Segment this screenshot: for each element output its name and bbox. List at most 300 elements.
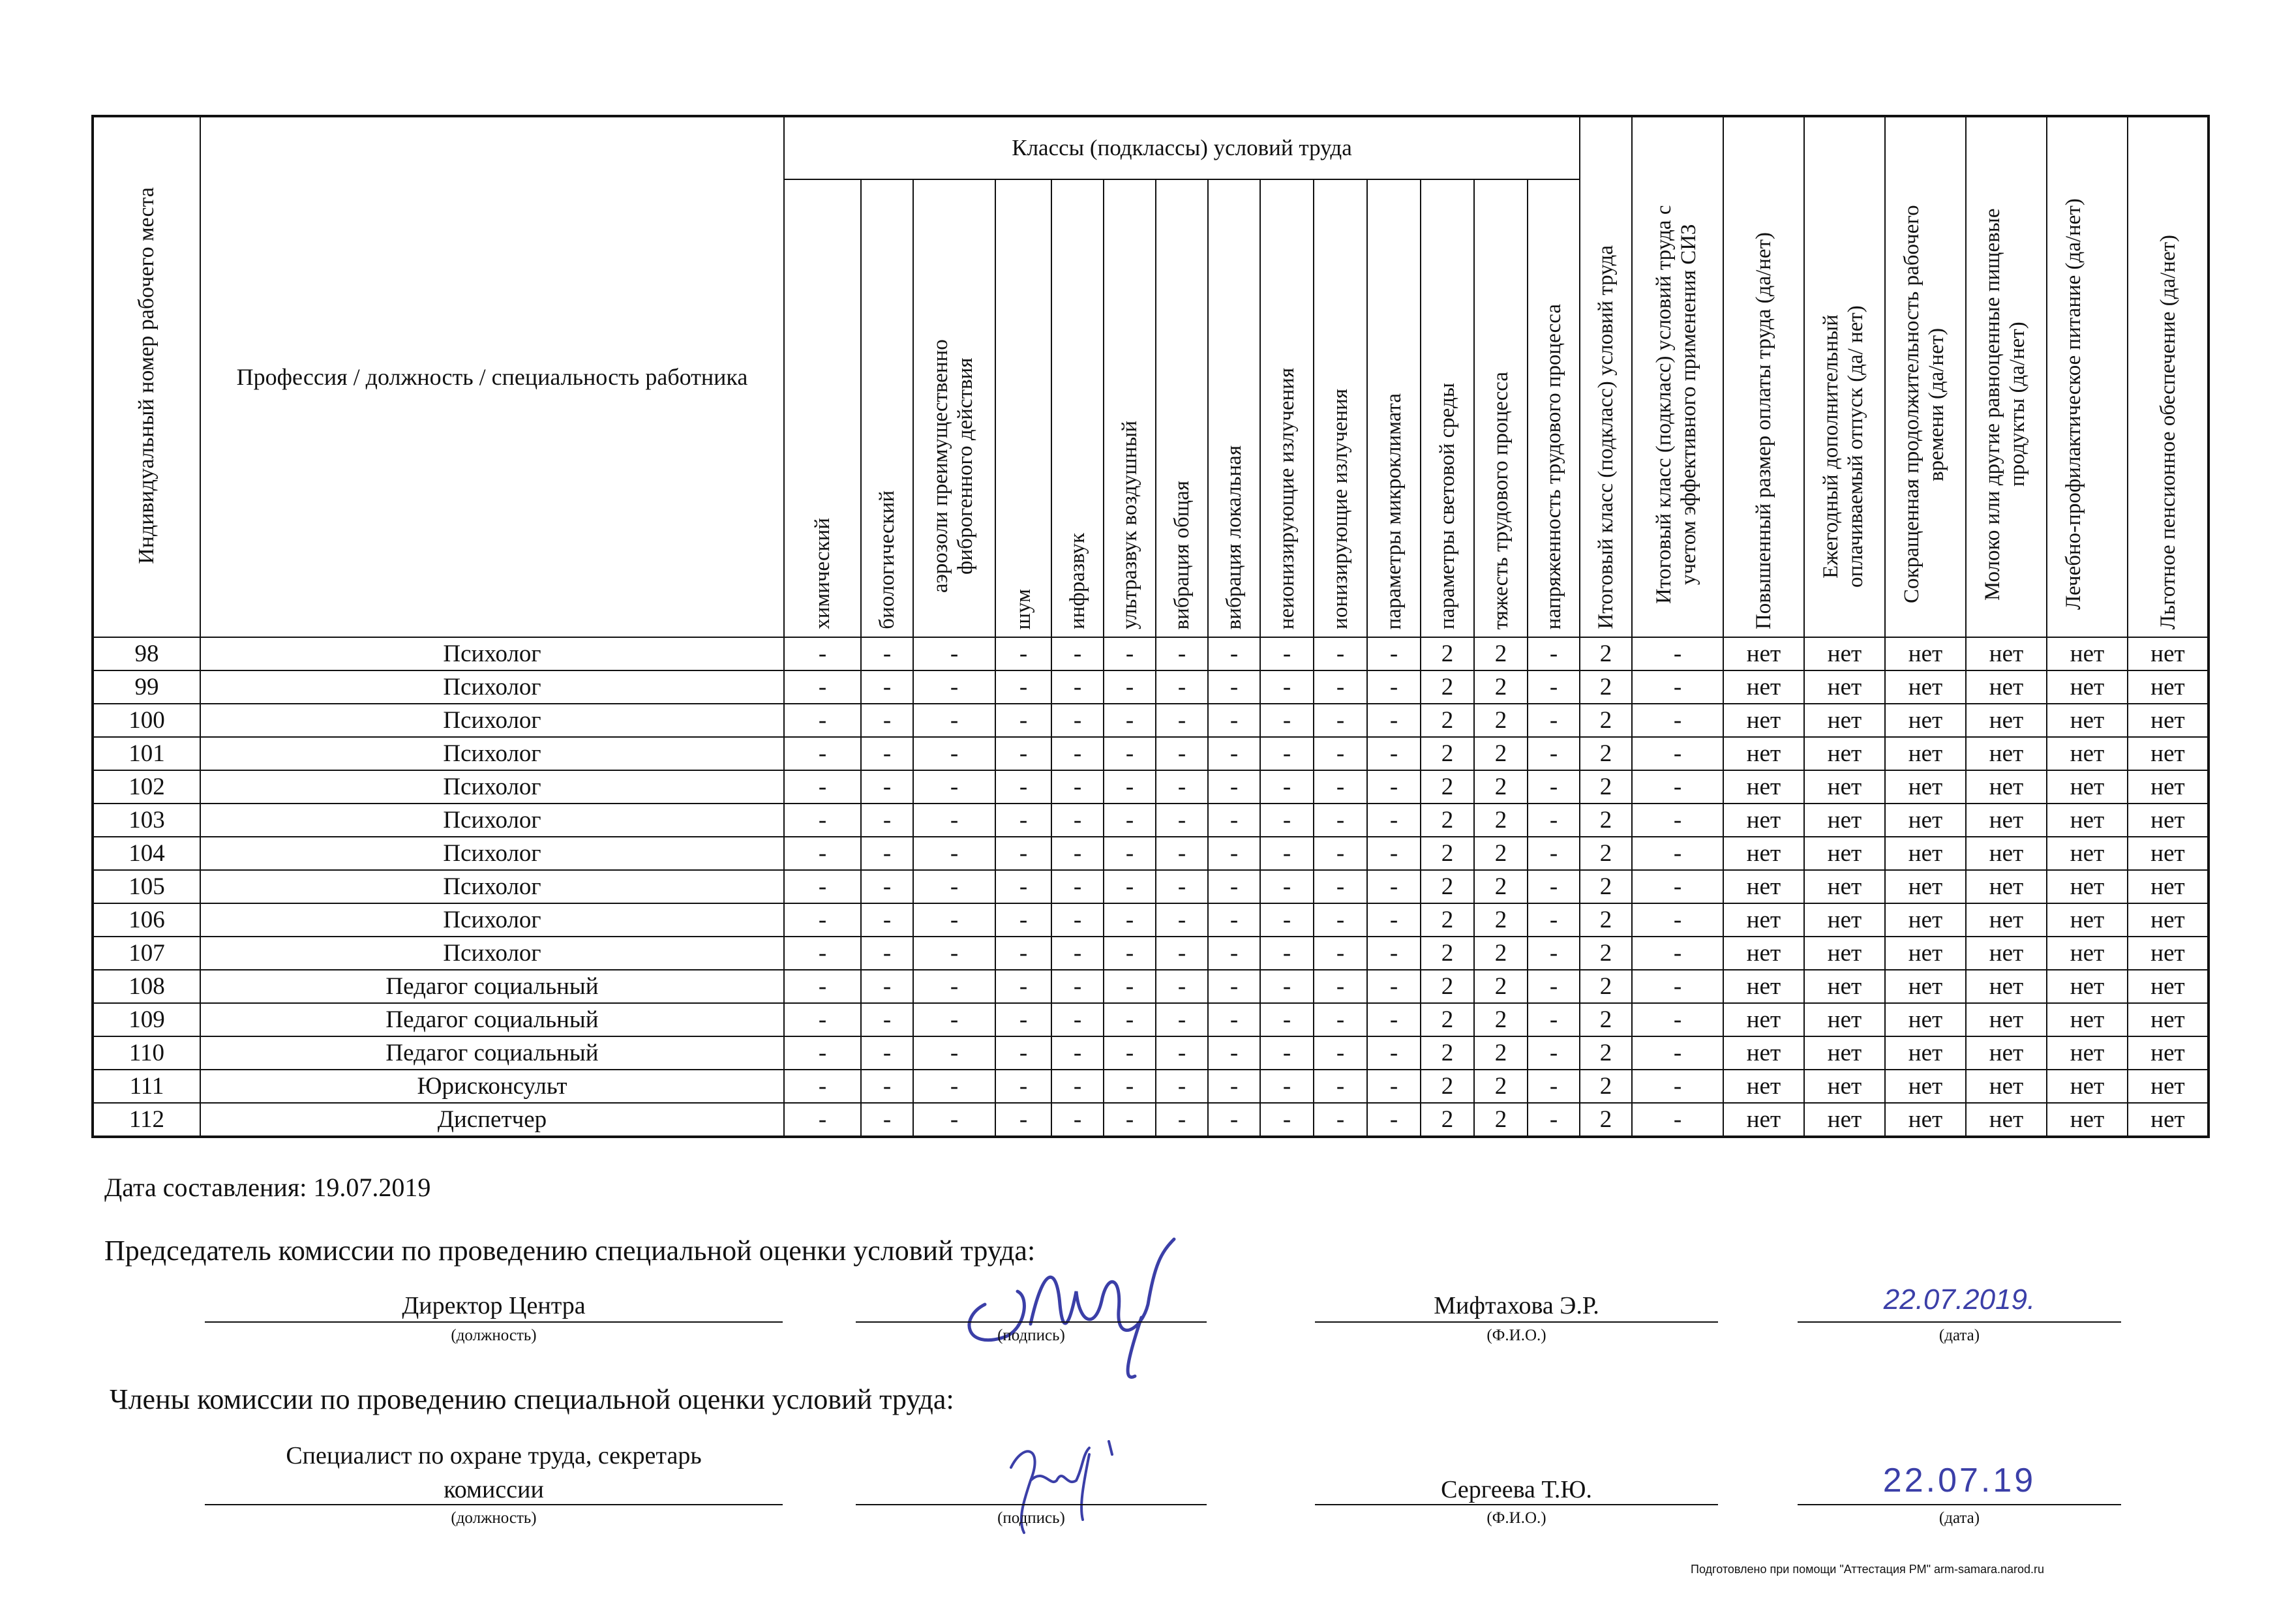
table-row [93,704,2209,737]
chair-name-line [1315,1321,1718,1323]
factor-class-cell: - [1051,837,1104,870]
factor-class-cell: - [1528,1036,1580,1070]
factor-class-cell: 2 [1421,837,1474,870]
guarantee-cell: нет [1885,870,1966,903]
final-class-cell: 2 [1580,737,1632,770]
factor-class-cell: - [913,704,995,737]
member-signature-caption: (подпись) [997,1509,1065,1527]
guarantee-cell: нет [1804,837,1885,870]
guarantee-cell: нет [2047,704,2128,737]
factor-class-cell: 2 [1474,1036,1528,1070]
guarantee-cell: нет [2128,704,2209,737]
factor-class-cell: - [1051,670,1104,704]
guarantee-cell: нет [1723,1003,1804,1036]
factor-class-cell: - [913,1003,995,1036]
guarantee-cell: нет [1885,903,1966,937]
factor-class-cell: - [1528,937,1580,970]
factor-class-cell: 2 [1421,937,1474,970]
factor-class-cell: - [995,970,1051,1003]
factor-class-cell: - [995,870,1051,903]
guarantee-cell: нет [2047,870,2128,903]
factor-class-cell: - [1314,1070,1367,1103]
factor-class-cell: - [913,804,995,837]
header-final-class: Итоговый класс (подкласс) условий труда [1580,116,1632,637]
factor-class-cell: - [1260,704,1314,737]
factor-class-cell: - [913,937,995,970]
factor-class-cell: - [1367,704,1421,737]
factor-class-cell: - [1104,970,1156,1003]
final-class-cell: 2 [1580,1103,1632,1137]
guarantee-cell: нет [1723,837,1804,870]
header-factor-4: инфразвук [1051,179,1104,637]
factor-class-cell: - [861,970,913,1003]
factor-class-cell: - [1051,870,1104,903]
factor-class-cell: - [861,870,913,903]
guarantee-cell: нет [1885,1070,1966,1103]
guarantee-cell: нет [1885,1036,1966,1070]
final-class-cell: 2 [1580,1003,1632,1036]
factor-class-cell: - [1051,1103,1104,1137]
workplace-number-cell: 107 [93,937,200,970]
factor-class-cell: - [1156,637,1208,670]
header-factor-12: тяжесть трудового процесса [1474,179,1528,637]
guarantee-cell: нет [1804,1070,1885,1103]
factor-class-cell: - [1528,770,1580,804]
factor-class-cell: - [1156,1103,1208,1137]
factor-class-cell: - [1260,637,1314,670]
profession-cell: Педагог социальный [200,970,784,1003]
factor-class-cell: - [1314,937,1367,970]
guarantee-cell: нет [1885,704,1966,737]
member-name-caption: (Ф.И.О.) [1486,1509,1546,1527]
factor-class-cell: - [861,770,913,804]
guarantee-cell: нет [1723,903,1804,937]
guarantee-cell: нет [1966,737,2047,770]
header-factor-8: неионизирующие излучения [1260,179,1314,637]
factor-class-cell: - [1104,837,1156,870]
final-class-siz-cell: - [1632,1070,1723,1103]
final-class-cell: 2 [1580,704,1632,737]
guarantee-cell: нет [1885,670,1966,704]
factor-class-cell: - [784,770,861,804]
profession-cell: Психолог [200,670,784,704]
factor-class-cell: - [1208,970,1260,1003]
factor-class-cell: 2 [1474,1070,1528,1103]
profession-cell: Психолог [200,804,784,837]
final-class-cell: 2 [1580,903,1632,937]
factor-class-cell: - [1314,670,1367,704]
workplace-number-cell: 103 [93,804,200,837]
factor-class-cell: - [784,1103,861,1137]
workplace-number-cell: 101 [93,737,200,770]
factor-class-cell: - [784,637,861,670]
factor-class-cell: - [1260,1036,1314,1070]
factor-class-cell: - [1156,1003,1208,1036]
guarantee-cell: нет [1966,870,2047,903]
guarantee-cell: нет [2047,937,2128,970]
factor-class-cell: - [1367,837,1421,870]
factor-class-cell: - [1367,670,1421,704]
factor-class-cell: - [784,1003,861,1036]
header-classes-group: Классы (подклассы) условий труда [784,116,1580,179]
factor-class-cell: - [913,837,995,870]
guarantee-cell: нет [2128,903,2209,937]
factor-class-cell: 2 [1474,1103,1528,1137]
factor-class-cell: - [1528,1003,1580,1036]
factor-class-cell: - [1208,804,1260,837]
member-date-caption: (дата) [1938,1509,1980,1527]
workplace-number-cell: 106 [93,903,200,937]
final-class-siz-cell: - [1632,637,1723,670]
factor-class-cell: - [995,704,1051,737]
factor-class-cell: - [1367,937,1421,970]
chair-heading: Председатель комиссии по проведению специальной оценки условий труда: [104,1235,1036,1267]
factor-class-cell: - [784,837,861,870]
final-class-siz-cell: - [1632,837,1723,870]
factor-class-cell: 2 [1421,637,1474,670]
factor-class-cell: - [1208,704,1260,737]
member-position-line1: Специалист по охране труда, секретарь [286,1442,702,1469]
factor-class-cell: - [861,737,913,770]
factor-class-cell: - [913,1103,995,1137]
header-extra-3: Молоко или другие равноценные пищевые продукты (да/нет) [1966,116,2047,637]
factor-class-cell: - [995,937,1051,970]
factor-class-cell: - [1528,970,1580,1003]
factor-class-cell: - [1208,937,1260,970]
final-class-siz-cell: - [1632,1003,1723,1036]
final-class-cell: 2 [1580,870,1632,903]
guarantee-cell: нет [1885,970,1966,1003]
guarantee-cell: нет [2128,804,2209,837]
factor-class-cell: - [1260,770,1314,804]
workplace-number-cell: 111 [93,1070,200,1103]
final-class-cell: 2 [1580,1036,1632,1070]
factor-class-cell: - [1528,737,1580,770]
chair-name: Мифтахова Э.Р. [1434,1292,1599,1319]
factor-class-cell: - [995,770,1051,804]
factor-class-cell: - [784,1070,861,1103]
guarantee-cell: нет [1804,937,1885,970]
guarantee-cell: нет [1804,1103,1885,1137]
member-name: Сергеева Т.Ю. [1441,1476,1592,1503]
factor-class-cell: - [1156,737,1208,770]
guarantee-cell: нет [1966,1036,2047,1070]
table-row [93,637,2209,670]
guarantee-cell: нет [1885,770,1966,804]
factor-class-cell: - [1104,637,1156,670]
profession-cell: Диспетчер [200,1103,784,1137]
guarantee-cell: нет [1966,1070,2047,1103]
factor-class-cell: - [1314,970,1367,1003]
guarantee-cell: нет [1804,1003,1885,1036]
factor-class-cell: - [1208,670,1260,704]
factor-class-cell: - [995,1036,1051,1070]
guarantee-cell: нет [1804,770,1885,804]
guarantee-cell: нет [1804,804,1885,837]
header-factor-6: вибрация общая [1156,179,1208,637]
factor-class-cell: - [1260,1003,1314,1036]
workplace-number-cell: 98 [93,637,200,670]
workplace-number-cell: 99 [93,670,200,704]
factor-class-cell: - [913,637,995,670]
factor-class-cell: - [1314,1003,1367,1036]
factor-class-cell: - [861,1103,913,1137]
header-factor-9: ионизирующие излучения [1314,179,1367,637]
factor-class-cell: 2 [1474,704,1528,737]
final-class-siz-cell: - [1632,704,1723,737]
guarantee-cell: нет [1723,1070,1804,1103]
factor-class-cell: - [1051,1070,1104,1103]
factor-class-cell: - [913,970,995,1003]
guarantee-cell: нет [1804,870,1885,903]
factor-class-cell: - [913,903,995,937]
table-row [93,770,2209,804]
final-class-cell: 2 [1580,770,1632,804]
table-row [93,737,2209,770]
final-class-siz-cell: - [1632,770,1723,804]
factor-class-cell: - [1314,804,1367,837]
table-body [93,637,2209,1137]
factor-class-cell: - [861,804,913,837]
prepared-note: Подготовлено при помощи "Аттестация РМ" arm-samara.narod.ru [1691,1563,2045,1576]
factor-class-cell: - [1260,804,1314,837]
factor-class-cell: - [995,1070,1051,1103]
factor-class-cell: 2 [1474,804,1528,837]
guarantee-cell: нет [1966,837,2047,870]
guarantee-cell: нет [1966,1103,2047,1137]
guarantee-cell: нет [2047,804,2128,837]
factor-class-cell: - [995,1103,1051,1137]
guarantee-cell: нет [1885,937,1966,970]
final-class-cell: 2 [1580,837,1632,870]
factor-class-cell: - [861,1003,913,1036]
profession-cell: Психолог [200,704,784,737]
factor-class-cell: - [1051,903,1104,937]
guarantee-cell: нет [1966,970,2047,1003]
factor-class-cell: 2 [1474,770,1528,804]
guarantee-cell: нет [1723,704,1804,737]
factor-class-cell: - [1208,737,1260,770]
factor-class-cell: 2 [1421,804,1474,837]
factor-class-cell: - [1367,737,1421,770]
factor-class-cell: - [861,637,913,670]
table-row [93,1070,2209,1103]
factor-class-cell: - [1051,770,1104,804]
factor-class-cell: - [1051,637,1104,670]
factor-class-cell: - [1260,1070,1314,1103]
factor-class-cell: - [995,670,1051,704]
guarantee-cell: нет [2047,1036,2128,1070]
factor-class-cell: - [1314,1103,1367,1137]
factor-class-cell: - [784,970,861,1003]
guarantee-cell: нет [1966,770,2047,804]
profession-cell: Педагог социальный [200,1036,784,1070]
factor-class-cell: 2 [1421,737,1474,770]
header-factor-1: биологический [861,179,913,637]
guarantee-cell: нет [1966,937,2047,970]
chair-name-caption: (Ф.И.О.) [1486,1327,1546,1344]
header-workplace-number: Индивидуальный номер рабочего места [93,116,200,637]
factor-class-cell: - [913,1070,995,1103]
guarantee-cell: нет [1804,903,1885,937]
factor-class-cell: - [1208,1036,1260,1070]
factor-class-cell: - [861,1070,913,1103]
guarantee-cell: нет [2047,970,2128,1003]
member-position-line2: комиссии [444,1476,544,1503]
factor-class-cell: - [861,903,913,937]
factor-class-cell: 2 [1474,737,1528,770]
member-position-caption: (должность) [451,1509,537,1527]
factor-class-cell: - [1104,770,1156,804]
factor-class-cell: 2 [1474,970,1528,1003]
profession-cell: Юрисконсульт [200,1070,784,1103]
final-class-siz-cell: - [1632,970,1723,1003]
factor-class-cell: - [1104,704,1156,737]
factor-class-cell: - [1156,770,1208,804]
factor-class-cell: - [1314,903,1367,937]
chair-signature [946,1226,1220,1396]
header-extra-1: Ежегодный дополнительный оплачиваемый отпуск (да/ нет) [1804,116,1885,637]
guarantee-cell: нет [1804,670,1885,704]
chair-position-caption: (должность) [451,1327,537,1344]
factor-class-cell: - [1156,670,1208,704]
factor-class-cell: - [1367,1036,1421,1070]
factor-class-cell: 2 [1421,870,1474,903]
factor-class-cell: - [1314,770,1367,804]
factor-class-cell: - [784,737,861,770]
header-factor-13: напряженность трудового процесса [1528,179,1580,637]
header-profession: Профессия / должность / специальность работника [200,116,784,637]
final-class-cell: 2 [1580,937,1632,970]
factor-class-cell: - [1260,837,1314,870]
header-extra-2: Сокращенная продолжительность рабочего времени (да/нет) [1885,116,1966,637]
guarantee-cell: нет [1885,804,1966,837]
factor-class-cell: - [1260,1103,1314,1137]
factor-class-cell: - [1528,870,1580,903]
table-row [93,804,2209,837]
factor-class-cell: - [1156,1070,1208,1103]
table-row [93,870,2209,903]
guarantee-cell: нет [2047,637,2128,670]
factor-class-cell: - [1208,1003,1260,1036]
factor-class-cell: - [1260,970,1314,1003]
factor-class-cell: - [1104,737,1156,770]
factor-class-cell: - [1528,1070,1580,1103]
factor-class-cell: - [784,937,861,970]
factor-class-cell: - [1528,704,1580,737]
factor-class-cell: - [1260,903,1314,937]
factor-class-cell: - [1367,804,1421,837]
guarantee-cell: нет [2128,1036,2209,1070]
factor-class-cell: - [1528,804,1580,837]
chair-signature-caption: (подпись) [997,1327,1065,1344]
factor-class-cell: - [1051,1003,1104,1036]
workplace-number-cell: 105 [93,870,200,903]
factor-class-cell: - [1314,737,1367,770]
factor-class-cell: - [913,870,995,903]
factor-class-cell: - [1367,637,1421,670]
header-factor-11: параметры световой среды [1421,179,1474,637]
header-extra-5: Льготное пенсионное обеспечение (да/нет) [2128,116,2209,637]
factor-class-cell: - [1208,770,1260,804]
factor-class-cell: - [861,704,913,737]
guarantee-cell: нет [2047,903,2128,937]
header-final-class-siz: Итоговый класс (подкласс) условий труда с учетом эффективного применения СИЗ [1632,116,1723,637]
factor-class-cell: - [1156,970,1208,1003]
factor-class-cell: 2 [1421,670,1474,704]
factor-class-cell: - [1104,1003,1156,1036]
factor-class-cell: - [1367,770,1421,804]
factor-class-cell: - [784,704,861,737]
profession-cell: Психолог [200,837,784,870]
guarantee-cell: нет [2128,737,2209,770]
final-class-siz-cell: - [1632,903,1723,937]
profession-cell: Психолог [200,637,784,670]
factor-class-cell: 2 [1421,1036,1474,1070]
header-extra-0: Повышенный размер оплаты труда (да/нет) [1723,116,1804,637]
guarantee-cell: нет [2128,637,2209,670]
factor-class-cell: - [1104,903,1156,937]
guarantee-cell: нет [2047,670,2128,704]
factor-class-cell: - [1260,737,1314,770]
guarantee-cell: нет [1723,770,1804,804]
factor-class-cell: - [1156,704,1208,737]
factor-class-cell: - [1314,837,1367,870]
header-factor-3: шум [995,179,1051,637]
header-factor-0: химический [784,179,861,637]
chair-date-caption: (дата) [1938,1327,1980,1344]
final-class-cell: 2 [1580,804,1632,837]
final-class-cell: 2 [1580,637,1632,670]
guarantee-cell: нет [2128,870,2209,903]
header-factor-2: аэрозоли преимущественно фиброгенного действия [913,179,995,637]
factor-class-cell: - [1314,637,1367,670]
header-extra-4: Лечебно-профилактическое питание (да/нет) [2047,116,2128,637]
factor-class-cell: - [995,637,1051,670]
guarantee-cell: нет [1723,737,1804,770]
factor-class-cell: - [1314,1036,1367,1070]
profession-cell: Психолог [200,937,784,970]
guarantee-cell: нет [1723,970,1804,1003]
final-class-siz-cell: - [1632,804,1723,837]
guarantee-cell: нет [1966,670,2047,704]
workplace-number-cell: 109 [93,1003,200,1036]
chair-date-line [1798,1321,2121,1323]
workplace-number-cell: 102 [93,770,200,804]
factor-class-cell: 2 [1421,704,1474,737]
factor-class-cell: - [1528,637,1580,670]
workplace-number-cell: 100 [93,704,200,737]
factor-class-cell: - [1156,837,1208,870]
final-class-siz-cell: - [1632,870,1723,903]
member-signature [985,1428,1154,1552]
guarantee-cell: нет [1723,1036,1804,1070]
table-row [93,970,2209,1003]
factor-class-cell: - [1367,1003,1421,1036]
guarantee-cell: нет [2128,1103,2209,1137]
factor-class-cell: - [1367,1103,1421,1137]
factor-class-cell: - [1104,1103,1156,1137]
factor-class-cell: - [1051,737,1104,770]
factor-class-cell: - [1051,970,1104,1003]
factor-class-cell: - [861,937,913,970]
final-class-siz-cell: - [1632,1036,1723,1070]
guarantee-cell: нет [1723,670,1804,704]
factor-class-cell: - [1260,670,1314,704]
factor-class-cell: - [861,1036,913,1070]
table-row [93,1103,2209,1137]
factor-class-cell: - [1528,670,1580,704]
